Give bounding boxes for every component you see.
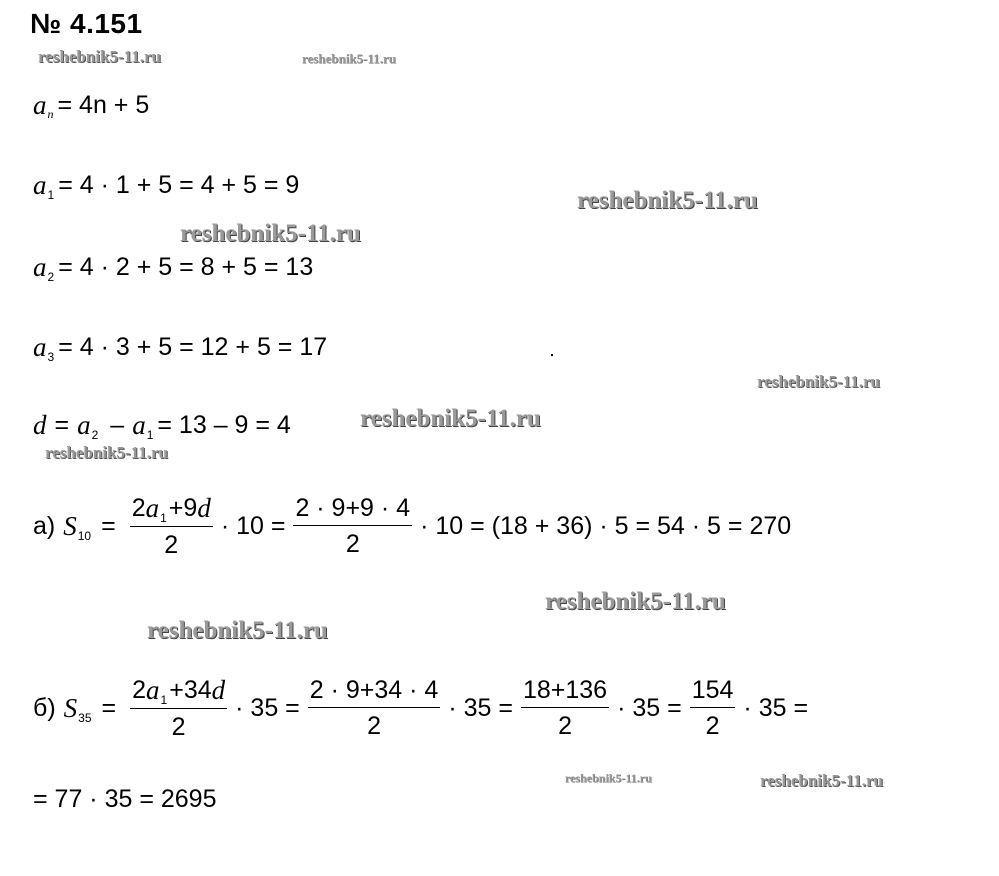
denominator: 2 — [705, 712, 720, 740]
subscript: 2 — [47, 269, 55, 284]
fraction — [521, 676, 609, 741]
var-a: a — [145, 493, 160, 523]
var-d: d — [197, 493, 211, 523]
part-label: а) — [33, 512, 56, 540]
minus: – — [110, 411, 125, 439]
expression: = 4 · 1 + 5 = 4 + 5 = 9 — [58, 171, 300, 199]
watermark: reshebnik5-11.ru — [360, 405, 541, 432]
denominator: 2 — [345, 530, 360, 558]
expression: · 35 = — [617, 694, 682, 722]
numerator: 18+136 — [521, 676, 609, 708]
part-b-line — [33, 675, 808, 742]
watermark: reshebnik5-11.ru — [147, 617, 328, 644]
subscript: 1 — [47, 187, 55, 202]
problem-number: № 4.151 — [30, 8, 143, 39]
subscript: 35 — [78, 710, 92, 725]
a2-line — [33, 252, 313, 283]
d-line — [33, 410, 291, 441]
watermark: reshebnik5-11.ru — [565, 771, 652, 785]
watermark: reshebnik5-11.ru — [757, 372, 880, 391]
var-s: S — [63, 693, 78, 723]
numerator — [130, 675, 227, 709]
subscript: n — [47, 107, 54, 121]
numerator: 2 · 9+34 · 4 — [308, 676, 441, 708]
expression: = 77 · 35 = 2695 — [33, 785, 217, 813]
watermark: reshebnik5-11.ru — [45, 443, 168, 462]
part-a-line — [33, 493, 791, 560]
a1-line — [33, 170, 299, 201]
var-a: a — [33, 252, 47, 282]
expression: · 35 = — [743, 694, 809, 722]
num-text: 2 — [132, 676, 147, 704]
fraction — [130, 675, 227, 742]
expression: = 13 – 9 = 4 — [157, 411, 291, 439]
watermark: reshebnik5-11.ru — [577, 187, 758, 214]
fraction — [293, 494, 412, 559]
formula-line — [33, 90, 149, 121]
var-a: a — [33, 170, 47, 200]
var-d: d — [211, 675, 226, 705]
equals: = — [101, 512, 116, 540]
denominator: 2 — [367, 712, 381, 740]
subscript: 3 — [47, 349, 55, 364]
expression: = 4 · 2 + 5 = 8 + 5 = 13 — [58, 253, 314, 281]
equals: = — [54, 411, 70, 439]
watermark: reshebnik5-11.ru — [302, 51, 397, 66]
subscript: 1 — [160, 510, 167, 525]
var-a: a — [33, 332, 47, 362]
numerator: 2 · 9+9 · 4 — [293, 494, 412, 526]
fraction — [690, 676, 736, 741]
var-a: a — [132, 410, 146, 440]
var-a: a — [146, 675, 160, 705]
var-a: a — [33, 90, 47, 120]
denominator: 2 — [558, 712, 572, 740]
expression: · 10 = (18 + 36) · 5 = 54 · 5 = 270 — [420, 512, 792, 540]
stray-dot — [551, 354, 553, 356]
var-s: S — [63, 511, 77, 541]
subscript: 1 — [146, 427, 154, 442]
a3-line — [33, 332, 327, 363]
numerator: 154 — [690, 676, 736, 708]
watermark: reshebnik5-11.ru — [545, 588, 726, 615]
watermark: reshebnik5-11.ru — [38, 47, 161, 66]
num-text: +34 — [169, 676, 212, 704]
part-label: б) — [33, 694, 56, 722]
expression: = 4n + 5 — [57, 91, 150, 119]
subscript: 1 — [160, 692, 168, 707]
expression: · 10 = — [220, 512, 286, 540]
num-text: 2 — [131, 494, 146, 522]
denominator: 2 — [164, 531, 179, 559]
expression: · 35 = — [235, 694, 300, 722]
equals: = — [101, 694, 117, 722]
expression: · 35 = — [448, 694, 513, 722]
var-a: a — [77, 410, 91, 440]
fraction — [130, 493, 213, 560]
final-line — [33, 785, 216, 814]
var-d: d — [33, 410, 47, 440]
subscript: 10 — [77, 528, 92, 543]
num-text: +9 — [168, 494, 198, 522]
expression: = 4 · 3 + 5 = 12 + 5 = 17 — [58, 333, 328, 361]
numerator — [130, 493, 213, 527]
fraction — [308, 676, 441, 741]
denominator: 2 — [171, 713, 186, 741]
subscript: 2 — [91, 427, 99, 442]
watermark: reshebnik5-11.ru — [760, 771, 883, 790]
watermark: reshebnik5-11.ru — [180, 220, 361, 247]
